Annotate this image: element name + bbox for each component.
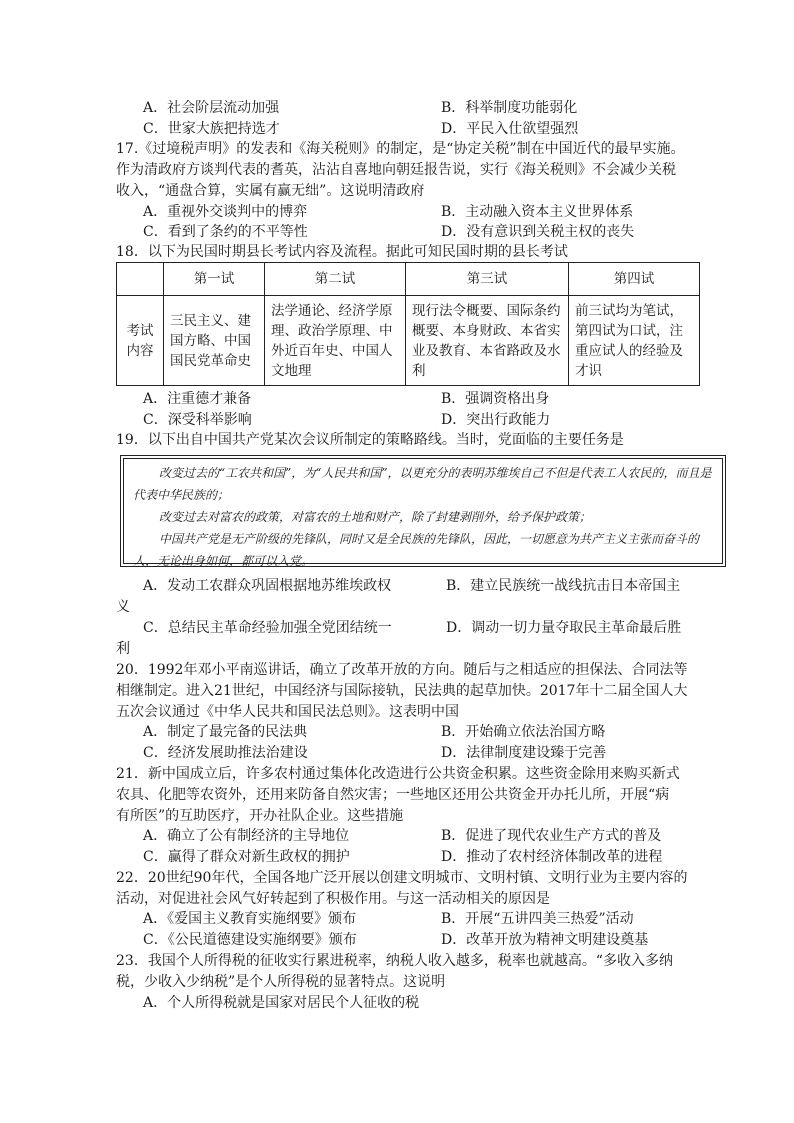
q20-option-b: B．开始确立依法治国方略 — [441, 724, 606, 740]
q17-option-a: A．重视外交谈判中的博弈 — [143, 204, 308, 220]
q17-option-c: C．看到了条约的不平等性 — [143, 224, 308, 240]
q18-option-d: D．突出行政能力 — [441, 412, 551, 428]
q22-line-1: 22．20世纪90年代，全国各地广泛开展以创建文明城市、文明村镇、文明行业为主要内容的 — [116, 870, 688, 886]
q16-option-a: A．社会阶层流动加强 — [143, 100, 280, 116]
q17-line-3: 收入，“通盘合算，实属有赢无绌”。这说明清政府 — [116, 183, 425, 199]
q23-option-a: A．个人所得税就是国家对居民个人征收的税 — [143, 995, 420, 1011]
table-header: 第一试 — [164, 263, 265, 296]
q18-option-b: B．强调资格出身 — [441, 391, 550, 407]
q21-option-c: C．赢得了群众对新生政权的拥护 — [143, 849, 350, 865]
q19-option-c: C．总结民主革命经验加强全党团结统一 — [143, 620, 392, 636]
q22-option-b: B．开展“五讲四美三热爱”活动 — [441, 911, 634, 927]
q20-line-2: 相继制定。进入21世纪，中国经济与国际接轨，民法典的起草加快。2017年十二届全国人大 — [116, 683, 688, 699]
q18-option-a: A．注重德才兼备 — [143, 391, 252, 407]
q21-line-2: 农具、化肥等农资外，还用来防备自然灾害；一些地区还用公共资金开办托儿所，开展“病 — [116, 787, 670, 803]
q19-quote-box — [120, 455, 726, 567]
q22-option-c: C．《公民道德建设实施纲要》颁布 — [143, 932, 357, 948]
q21-option-d: D．推动了农村经济体制改革的进程 — [441, 849, 663, 865]
table-row-label: 考试内容 — [117, 296, 164, 386]
q19-option-d: D．调动一切力量夺取民主革命最后胜 — [446, 620, 682, 636]
table-cell: 法学通论、经济学原理、政治学原理、中外近百年史、中国人文地理 — [265, 296, 406, 386]
table-header: 第二试 — [265, 263, 406, 296]
table-cell: 现行法令概要、国际条约概要、本身财政、本省实业及教育、本省路政及水利 — [406, 296, 569, 386]
q17-line-2: 作为清政府方谈判代表的耆英，沾沾自喜地向朝廷报告说，实行《海关税则》不会减少关税 — [116, 162, 676, 178]
q16-option-b: B．科举制度功能弱化 — [441, 100, 578, 116]
q19-quote-2: 改变过去对富农的政策，对富农的土地和财产，除了封建剥削外，给予保护政策； — [159, 510, 592, 524]
q21-line-1: 21．新中国成立后，许多农村通过集体化改造进行公共资金积累。这些资金除用来购买新式 — [116, 766, 680, 782]
q18-stem: 18．以下为民国时期县长考试内容及流程。据此可知民国时期的县长考试 — [116, 244, 568, 260]
q19-quote-3: 中国共产党是无产阶级的先锋队，同时又是全民族的先锋队，因此，一切愿意为共产主义主张而奋斗的人，无论出身如何，都可以入党。 — [133, 532, 700, 568]
q17-option-b: B．主动融入资本主义世界体系 — [441, 204, 634, 220]
q20-line-3: 五次会议通过《中华人民共和国民法总则》。这表明中国 — [116, 704, 459, 720]
table-corner — [117, 263, 164, 296]
q20-option-a: A．制定了最完备的民法典 — [143, 724, 308, 740]
q22-option-d: D．改革开放为精神文明建设奠基 — [441, 932, 649, 948]
table-header: 第四试 — [569, 263, 700, 296]
q19-stem: 19．以下出自中国共产党某次会议所制定的策略路线。当时，党面临的主要任务是 — [116, 432, 624, 448]
q22-line-2: 活动，对促进社会风气好转起到了积极作用。与这一活动相关的原因是 — [116, 891, 550, 907]
q17-option-d: D．没有意识到关税主权的丧失 — [441, 224, 635, 240]
table-header: 第三试 — [406, 263, 569, 296]
q16-option-c: C．世家大族把持选才 — [143, 121, 280, 137]
q21-option-b: B．促进了现代农业生产方式的普及 — [441, 828, 662, 844]
q21-line-3: 有所医”的互助医疗，开办社队企业。这些措施 — [116, 808, 404, 824]
table-cell: 三民主义、建国方略、中国国民党革命史 — [164, 296, 265, 386]
table-cell: 前三试均为笔试，第四试为口试，注重应试人的经验及才识 — [569, 296, 700, 386]
q20-option-c: C．经济发展助推法治建设 — [143, 745, 308, 761]
q23-line-2: 税，少收入少纳税”是个人所得税的显著特点。这说明 — [116, 974, 446, 990]
exam-table — [116, 262, 700, 386]
q19-option-b-wrap: 义 — [116, 599, 130, 615]
q20-option-d: D．法律制度建设臻于完善 — [441, 745, 607, 761]
q17-line-1: 17.《过境税声明》的发表和《海关税则》的制定，是“协定关税”制在中国近代的最早实施。 — [116, 141, 685, 157]
q22-option-a: A．《爱国主义教育实施纲要》颁布 — [143, 911, 357, 927]
q21-option-a: A．确立了公有制经济的主导地位 — [143, 828, 350, 844]
q20-line-1: 20．1992年邓小平南巡讲话，确立了改革开放的方向。随后与之相适应的担保法、合同法等 — [116, 662, 688, 678]
q19-option-d-wrap: 利 — [116, 641, 130, 657]
q19-option-a: A．发动工农群众巩固根据地苏维埃政权 — [143, 578, 392, 594]
q16-option-d: D．平民入仕欲望强烈 — [441, 121, 579, 137]
q19-quote-1: 改变过去的“工农共和国”，为“人民共和国”，以更充分的表明苏维埃自己不但是代表工人农民的，而且是代表中华民族的； — [133, 466, 712, 502]
q23-line-1: 23．我国个人所得税的征收实行累进税率，纳税人收入越多，税率也就越高。“多收入多纳 — [116, 953, 673, 969]
q18-option-c: C．深受科举影响 — [143, 412, 252, 428]
q19-option-b: B．建立民族统一战线抗击日本帝国主 — [446, 578, 681, 594]
